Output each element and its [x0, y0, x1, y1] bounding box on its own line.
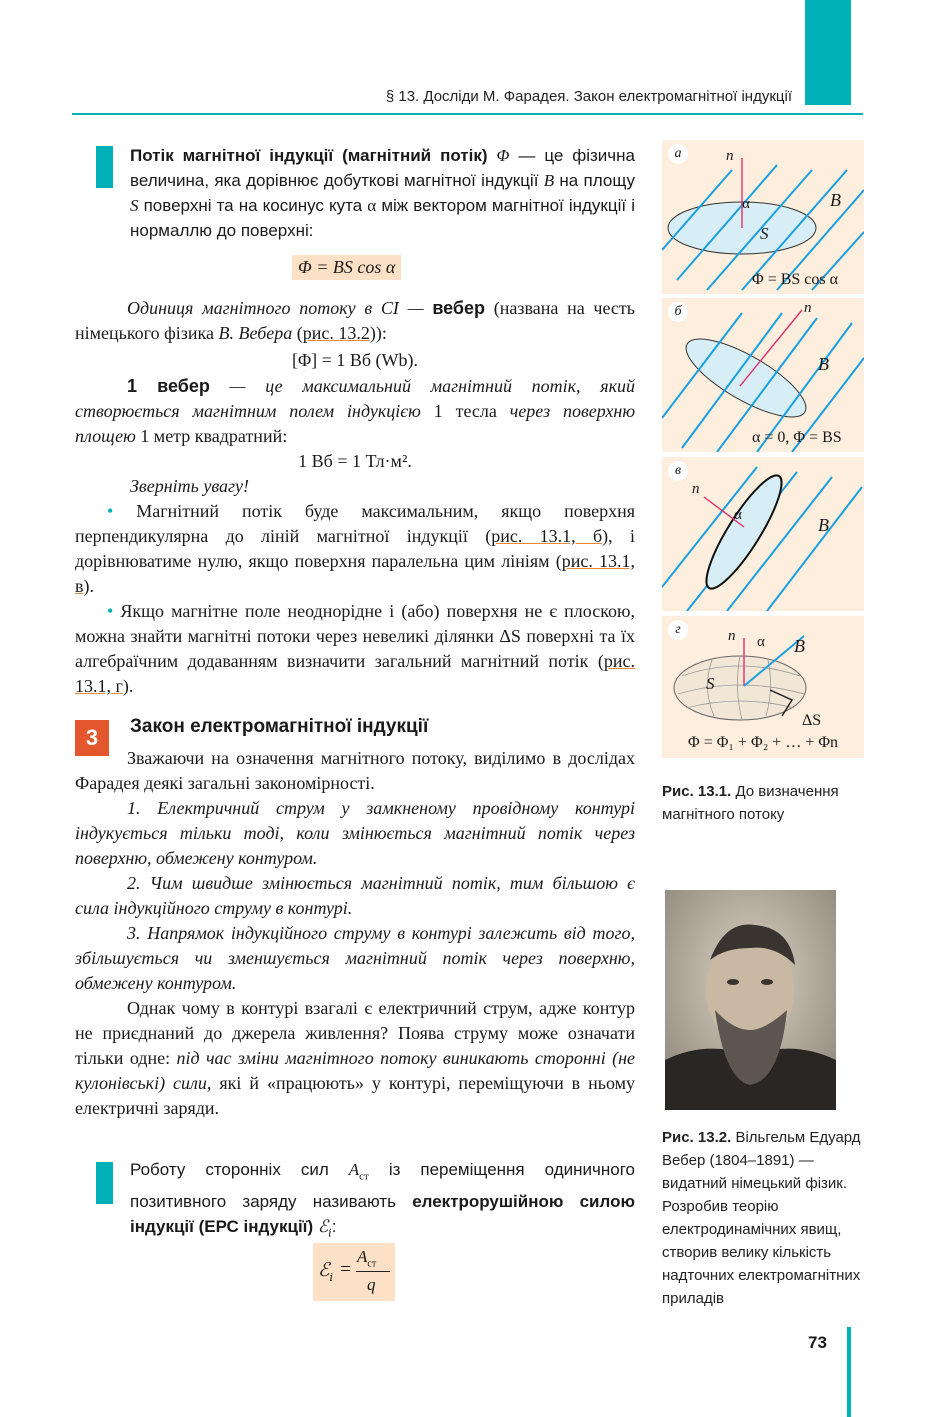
weber-units-equation: 1 Вб = 1 Тл·м². — [298, 451, 412, 471]
portrait-image — [665, 890, 836, 1110]
panel-label-a: а — [668, 144, 688, 164]
page-number-bar — [847, 1327, 851, 1417]
running-header: § 13. Досліди М. Фарадея. Закон електромагнітної індукції — [385, 88, 792, 105]
law-2: 2. Чим швидше змінюється магнітний потік, тим більшою є сила індукційного струму в контурі. — [75, 873, 635, 918]
bullet-max-flux: • Магнітний потік буде максимальним, якщо поверхня перпендикулярна до ліній магнітної індукції (рис. 13.1, б), і дорівнюватиме нулю, якщо поверхня паралельна цим лініям (рис. 13.1, в). — [75, 501, 635, 596]
attention-heading: Зверніть увагу! — [130, 476, 250, 496]
figure-panel-c: в n α B — [662, 457, 864, 611]
figure-13-1-caption: Рис. 13.1. До визначення магнітного потоку — [662, 783, 839, 823]
section-intro: Зважаючи на означення магнітного потоку, виділимо в дослідах Фарадея деякі загальні закономірності. — [75, 748, 635, 793]
figure-rule — [657, 113, 863, 115]
panel-label-b: б — [668, 302, 688, 322]
bullet-nonuniform-field: • Якщо магнітне поле неоднорідне і (або) поверхня не є плоскою, можна знайти магнітні потоки через невеликі ділянки ΔS поверхні та їх алгебраїчним додаванням визначити загальний магнітний потік (рис. 13.1, г). — [75, 601, 635, 696]
bullet-icon: • — [107, 601, 114, 621]
weber-portrait-photo — [665, 890, 836, 1110]
figure-panel-d: г n α B S ΔS Φ = Φ₁ + Φ₂ + … + Φn — [662, 616, 864, 758]
definition-emf: Роботу сторонніх сил $A_{ст}$ із переміщення одиничного позитивного заряду називають електрорушійною силою індукції (ЕРС індукції) ℰ$_i$: — [130, 1160, 635, 1240]
law-3: 3. Напрямок індукційного струму в контурі залежить від того, збільшується чи зменшується магнітний потік через поверхню, обмежену контуром. — [75, 923, 635, 993]
emf-formula: ℰ$_i$ = $A_{ст}$ q — [313, 1243, 395, 1301]
panel-label-d: г — [668, 620, 688, 640]
figure-panel-a: а n α S B Φ = BS cos α — [662, 140, 864, 294]
emf-paragraph: Однак чому в контурі взагалі є електричний струм, адже контур не приєднаний до джерела живлення? Поява струму може означати тільки одне: під час зміни магнітного потоку виникають сторонні (не кулонівські) сили, які й «працюють» у контурі, переміщуючи в ньому електричні заряди. — [75, 998, 636, 1118]
header-tab — [805, 0, 851, 105]
page-number: 73 — [808, 1333, 827, 1352]
definition-magnetic-flux: Потік магнітної індукції (магнітний потік) Φ — це фізична величина, яка дорівнює добуткові магнітної індукції B на площу S поверхні та на косинус кута α між вектором магнітної індукції і нормаллю до поверхні: — [130, 146, 636, 240]
bullet-icon: • — [107, 501, 114, 521]
law-1: 1. Електричний струм у замкненому провідному контурі індукується тільки тоді, коли змінюється магнітний потік через поверхню, обмежену контуром. — [75, 798, 635, 868]
weber-equation: [Φ] = 1 Вб (Wb). — [292, 350, 418, 370]
unit-paragraph: Одиниця магнітного потоку в СІ — вебер (названа на честь німецького фізика В. Вебера (рис. 13.2)): — [75, 298, 635, 343]
definition-marker — [96, 1162, 113, 1204]
definition-marker — [96, 146, 113, 188]
figure-13-2-caption: Рис. 13.2. Вільгельм Едуард Вебер (1804–1891) — видатний німецький фізик. Розробив теорію електродинамічних явищ, створив велику кількість надточних електромагнітних приладів — [662, 1129, 861, 1307]
weber-definition: 1 вебер — це максимальний магнітний потік, який створюється магнітним полем індукцією 1 тесла через поверхню площею 1 метр квадратний: — [75, 376, 636, 446]
section-title: Закон електромагнітної індукції — [130, 716, 429, 737]
panel-label-c: в — [668, 461, 688, 481]
figure-panel-b: б n B α = 0, Φ = BS — [662, 298, 864, 452]
flux-formula: Φ = BS cos α — [292, 255, 401, 280]
section-number-badge: 3 — [75, 720, 109, 756]
